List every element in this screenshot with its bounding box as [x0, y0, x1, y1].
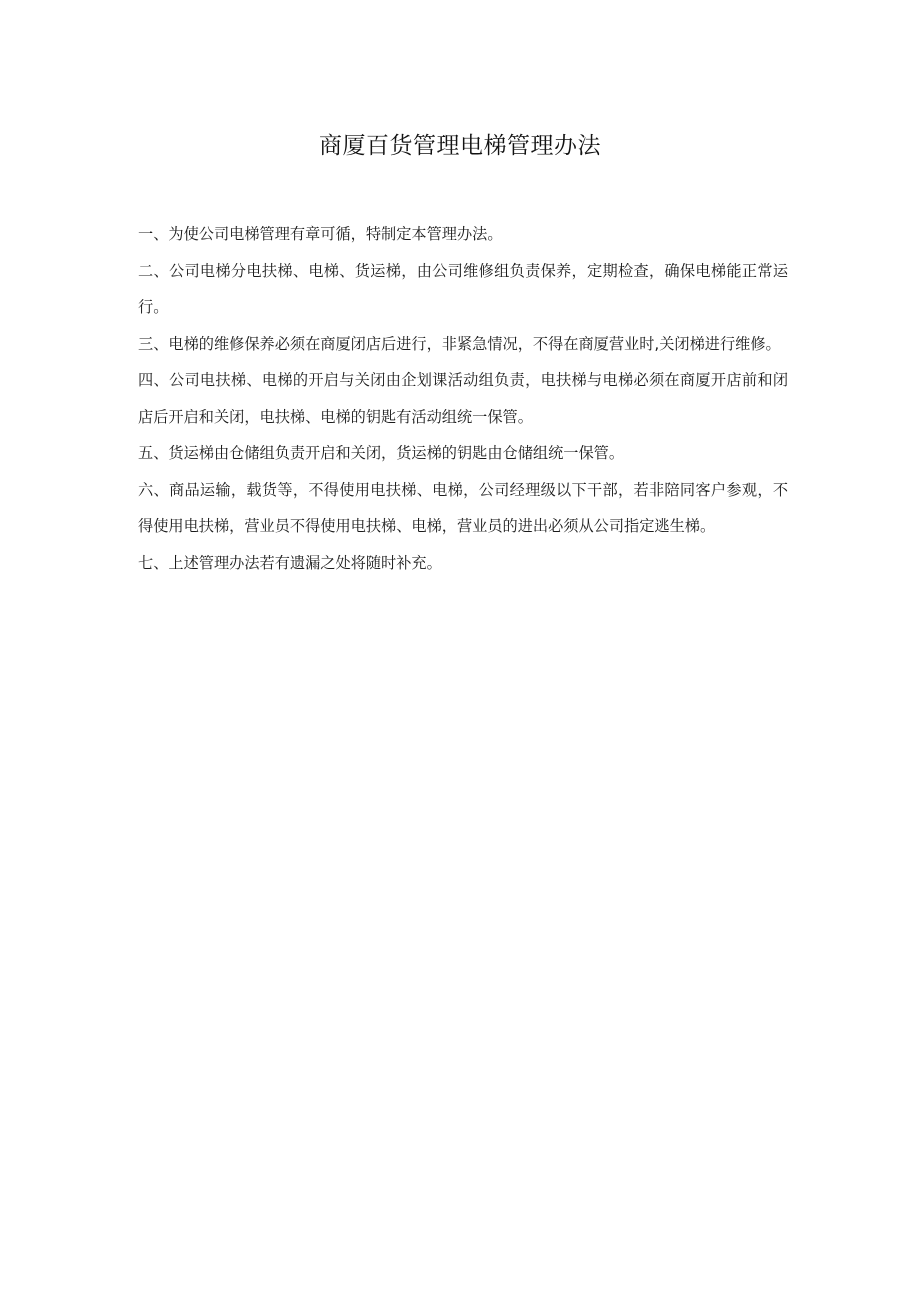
paragraph-1: 一、为使公司电梯管理有章可循，特制定本管理办法。 [138, 225, 503, 243]
paragraph-4: 四、公司电扶梯、电梯的开启与关闭由企划课活动组负责，电扶梯与电梯必须在商厦开店前和闭店后开启和关闭，电扶梯、电梯的钥匙有活动组统一保管。 [138, 371, 788, 426]
document-body [138, 216, 788, 581]
paragraph-6: 六、商品运输，载货等，不得使用电扶梯、电梯，公司经理级以下干部，若非陪同客户参观，不得使用电扶梯，营业员不得使用电扶梯、电梯，营业员的进出必须从公司指定逃生梯。 [138, 480, 788, 535]
paragraph-5: 五、货运梯由仓储组负责开启和关闭，货运梯的钥匙由仓储组统一保管。 [138, 444, 624, 462]
document-title: 商厦百货管理电梯管理办法 [319, 133, 601, 159]
paragraph-2: 二、公司电梯分电扶梯、电梯、货运梯，由公司维修组负责保养，定期检查，确保电梯能正常运行。 [138, 261, 788, 316]
paragraph-3: 三、电梯的维修保养必须在商厦闭店后进行，非紧急情况，不得在商厦营业时,关闭梯进行维修。 [138, 334, 781, 353]
paragraph-7: 七、上述管理办法若有遗漏之处将随时补充。 [138, 553, 442, 572]
